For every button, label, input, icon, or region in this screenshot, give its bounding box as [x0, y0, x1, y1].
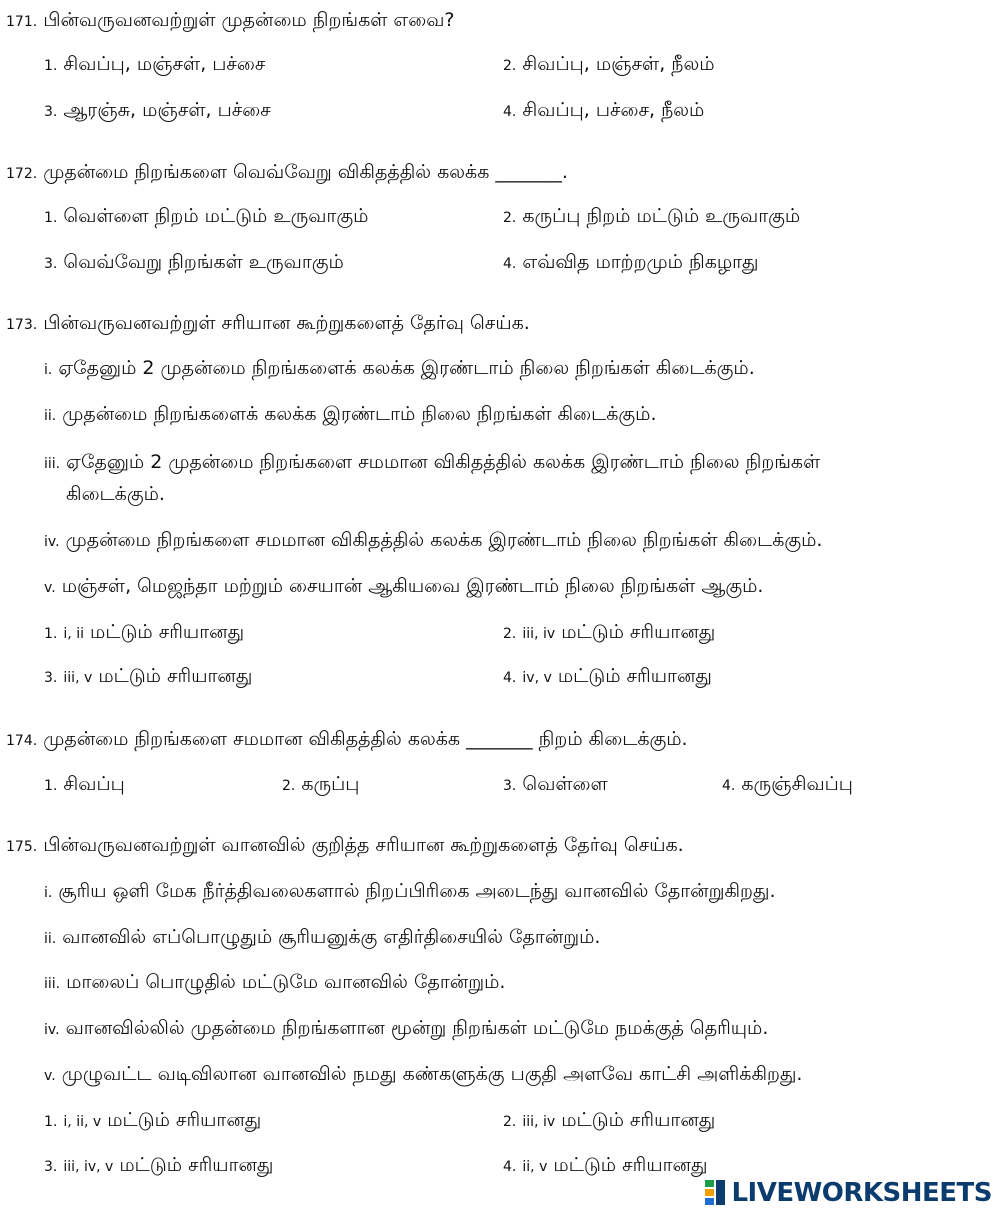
option-roman: iii, iv: [522, 1114, 556, 1130]
option-number: 4.: [503, 670, 517, 686]
option-number: 3.: [44, 1159, 58, 1175]
question-text: முதன்மை நிறங்களை வெவ்வேறு விகிதத்தில் கலக்க _______.: [43, 161, 568, 183]
option-173-1[interactable]: [44, 620, 244, 646]
option-175-3[interactable]: [44, 1153, 273, 1179]
option-171-1[interactable]: [44, 52, 265, 78]
option-text: வெவ்வேறு நிறங்கள் உருவாகும்: [63, 251, 344, 273]
option-number: 1.: [44, 626, 58, 642]
statement-text: மாலைப் பொழுதில் மட்டுமே வானவில் தோன்றும்.: [66, 971, 506, 993]
option-roman: iii, v: [63, 670, 93, 686]
statement-text: முழுவட்ட வடிவிலான வானவில் நமது கண்களுக்கு பகுதி அளவே காட்சி அளிக்கிறது.: [61, 1063, 803, 1085]
question-number: 175.: [6, 839, 38, 855]
option-172-2[interactable]: [503, 204, 800, 230]
statement-number: iii.: [44, 976, 61, 992]
statement-number: ii.: [44, 931, 57, 947]
statement-number: i.: [44, 362, 53, 378]
question-text: பின்வருவனவற்றுள் வானவில் குறித்த சரியான கூற்றுகளைத் தேர்வு செய்க.: [43, 834, 684, 856]
option-text: மட்டும் சரியானது: [557, 665, 712, 687]
option-text: ஆரஞ்சு, மஞ்சள், பச்சை: [63, 99, 271, 121]
statement-173-iii: [44, 450, 820, 476]
question-171: [6, 8, 454, 34]
statement-number: ii.: [44, 408, 57, 424]
statement-text: முதன்மை நிறங்களைக் கலக்க இரண்டாம் நிலை நிறங்கள் கிடைக்கும்.: [62, 403, 657, 425]
statement-number: iii.: [44, 456, 61, 472]
option-number: 2.: [282, 778, 296, 794]
statement-text: கிடைக்கும்.: [66, 483, 165, 505]
statement-text: மஞ்சள், மெஜந்தா மற்றும் சையான் ஆகியவை இரண்டாம் நிலை நிறங்கள் ஆகும்.: [61, 575, 764, 597]
option-173-2[interactable]: [503, 620, 715, 646]
option-number: 2.: [503, 210, 517, 226]
option-174-2[interactable]: [282, 772, 359, 798]
option-number: 1.: [44, 1114, 58, 1130]
option-173-4[interactable]: [503, 664, 712, 690]
option-text: வெள்ளை: [522, 773, 608, 795]
option-roman: iii, iv: [522, 626, 556, 642]
statement-text: ஏதேனும் 2 முதன்மை நிறங்களைக் கலக்க இரண்டாம் நிலை நிறங்கள் கிடைக்கும்.: [58, 357, 755, 379]
statement-173-i: [44, 356, 755, 382]
liveworksheets-logo: [705, 1178, 992, 1208]
option-number: 1.: [44, 58, 58, 74]
option-174-3[interactable]: [503, 772, 608, 798]
question-number: 171.: [6, 14, 38, 30]
option-number: 3.: [44, 104, 58, 120]
statement-number: i.: [44, 885, 53, 901]
question-number: 173.: [6, 317, 38, 333]
liveworksheets-logo-icon: [705, 1180, 727, 1206]
question-number: 172.: [6, 166, 38, 182]
option-171-4[interactable]: [503, 98, 704, 124]
statement-175-iii: [44, 970, 505, 996]
option-number: 3.: [503, 778, 517, 794]
option-number: 1.: [44, 210, 58, 226]
option-text: சிவப்பு, மஞ்சள், நீலம்: [522, 53, 715, 75]
option-text: சிவப்பு: [63, 773, 125, 795]
option-text: மட்டும் சரியானது: [98, 665, 253, 687]
option-number: 4.: [503, 1159, 517, 1175]
option-174-1[interactable]: [44, 772, 125, 798]
option-text: மட்டும் சரியானது: [90, 621, 245, 643]
option-171-2[interactable]: [503, 52, 715, 78]
option-number: 3.: [44, 256, 58, 272]
option-175-2[interactable]: [503, 1108, 715, 1134]
option-roman: i, ii, v: [63, 1114, 102, 1130]
option-text: கருப்பு நிறம் மட்டும் உருவாகும்: [522, 205, 801, 227]
option-text: மட்டும் சரியானது: [561, 1109, 716, 1131]
option-roman: ii, v: [522, 1159, 548, 1175]
option-number: 1.: [44, 778, 58, 794]
option-number: 4.: [722, 778, 736, 794]
option-175-4[interactable]: [503, 1153, 707, 1179]
option-roman: i, ii: [63, 626, 84, 642]
option-text: மட்டும் சரியானது: [107, 1109, 262, 1131]
question-text: பின்வருவனவற்றுள் சரியான கூற்றுகளைத் தேர்வு செய்க.: [43, 312, 530, 334]
statement-text: வானவில் எப்பொழுதும் சூரியனுக்கு எதிர்திசையில் தோன்றும்.: [62, 926, 601, 948]
question-text: பின்வருவனவற்றுள் முதன்மை நிறங்கள் எவை?: [43, 9, 455, 31]
statement-175-iv: [44, 1016, 768, 1042]
statement-173-iii-continued: [66, 482, 165, 506]
option-171-3[interactable]: [44, 98, 271, 124]
option-text: கருப்பு: [301, 773, 360, 795]
statement-175-v: [44, 1062, 802, 1088]
statement-text: வானவில்லில் முதன்மை நிறங்களான மூன்று நிறங்கள் மட்டுமே நமக்குத் தெரியும்.: [65, 1017, 769, 1039]
statement-number: v.: [44, 580, 56, 596]
option-number: 3.: [44, 670, 58, 686]
statement-175-i: [44, 879, 776, 905]
statement-text: சூரிய ஒளி மேக நீர்த்திவலைகளால் நிறப்பிரிகை அடைந்து வானவில் தோன்றுகிறது.: [58, 880, 776, 902]
statement-173-ii: [44, 402, 657, 428]
question-173: [6, 311, 530, 337]
logo-text: LIVEWORKSHEETS: [731, 1178, 992, 1208]
question-number: 174.: [6, 733, 38, 749]
option-number: 4.: [503, 256, 517, 272]
option-172-3[interactable]: [44, 250, 344, 276]
option-text: வெள்ளை நிறம் மட்டும் உருவாகும்: [63, 205, 369, 227]
option-text: மட்டும் சரியானது: [553, 1154, 708, 1176]
question-175: [6, 833, 684, 859]
question-text: முதன்மை நிறங்களை சமமான விகிதத்தில் கலக்க _______ நிறம் கிடைக்கும்.: [43, 728, 688, 750]
option-text: சிவப்பு, பச்சை, நீலம்: [522, 99, 705, 121]
question-174: [6, 727, 688, 753]
statement-text: முதன்மை நிறங்களை சமமான விகிதத்தில் கலக்க இரண்டாம் நிலை நிறங்கள் கிடைக்கும்.: [65, 529, 823, 551]
statement-number: v.: [44, 1068, 56, 1084]
option-text: மட்டும் சரியானது: [119, 1154, 274, 1176]
option-173-3[interactable]: [44, 664, 252, 690]
statement-number: iv.: [44, 534, 60, 550]
statement-text: ஏதேனும் 2 முதன்மை நிறங்களை சமமான விகிதத்தில் கலக்க இரண்டாம் நிலை நிறங்கள்: [66, 451, 821, 473]
option-175-1[interactable]: [44, 1108, 261, 1134]
option-172-4[interactable]: [503, 250, 759, 276]
option-number: 2.: [503, 58, 517, 74]
statement-173-iv: [44, 528, 822, 554]
option-text: சிவப்பு, மஞ்சள், பச்சை: [63, 53, 266, 75]
statement-number: iv.: [44, 1022, 60, 1038]
option-number: 2.: [503, 626, 517, 642]
question-172: [6, 160, 568, 186]
option-number: 2.: [503, 1114, 517, 1130]
option-174-4[interactable]: [722, 772, 853, 798]
option-roman: iii, iv, v: [63, 1159, 114, 1175]
statement-173-v: [44, 574, 763, 600]
statement-175-ii: [44, 925, 600, 951]
option-172-1[interactable]: [44, 204, 368, 230]
option-number: 4.: [503, 104, 517, 120]
option-text: எவ்வித மாற்றமும் நிகழாது: [522, 251, 759, 273]
option-text: கருஞ்சிவப்பு: [741, 773, 853, 795]
option-text: மட்டும் சரியானது: [561, 621, 716, 643]
option-roman: iv, v: [522, 670, 552, 686]
